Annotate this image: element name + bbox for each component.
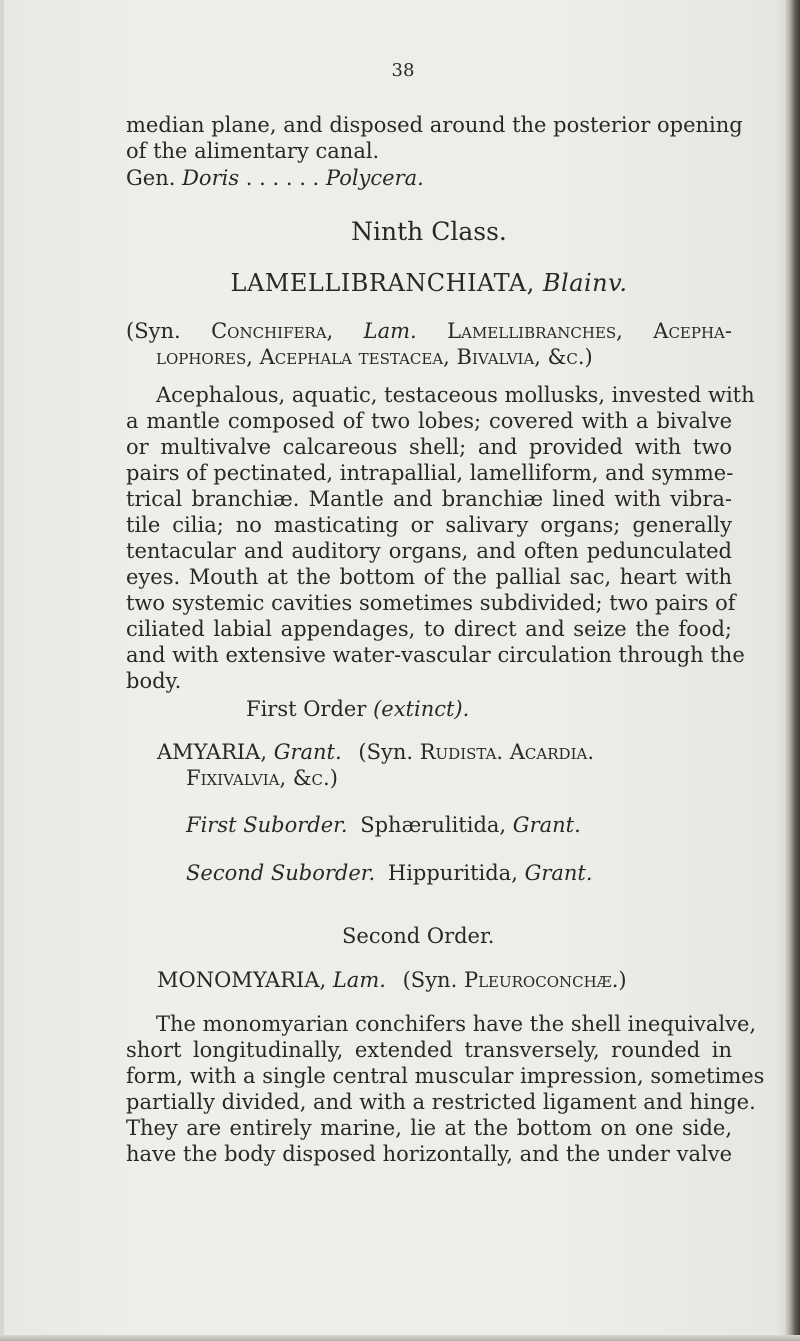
genera-prefix: Gen. xyxy=(126,166,176,190)
suborder-2 xyxy=(186,860,706,886)
first-order-syn-open: (Syn. xyxy=(358,740,414,764)
genus-doris: Doris xyxy=(182,166,240,190)
first-order-name-line xyxy=(157,739,732,765)
second-order-syn-term: Pleuroconchæ.) xyxy=(463,968,627,992)
syn-open: (Syn. xyxy=(126,319,181,343)
suborder-1-authority: Grant. xyxy=(512,813,581,837)
class-desc-line-8: eyes. Mouth at the bottom of the pallial sac, heart with xyxy=(126,565,732,589)
second-order-name-line xyxy=(157,967,732,993)
order-desc-line-6: have the body disposed horizontally, and the under valve xyxy=(126,1142,732,1166)
first-order-heading xyxy=(246,696,646,722)
suborder-1-label: First Suborder. xyxy=(186,813,348,837)
class-desc-line-5: trical branchiæ. Mantle and branchiæ lined with vibra- xyxy=(126,487,732,511)
suborder-1 xyxy=(186,812,706,838)
class-name-line xyxy=(126,270,732,296)
suborder-1-name: Sphærulitida, xyxy=(360,813,507,837)
class-desc-line-11: and with extensive water-vascular circulation through the xyxy=(126,643,745,667)
suborder-2-label: Second Suborder. xyxy=(186,861,376,885)
first-order-label: First Order xyxy=(246,697,367,721)
suborder-2-name: Hippuritida, xyxy=(387,861,518,885)
second-order-name: MONOMYARIA, xyxy=(157,968,327,992)
class-desc-line-2: a mantle composed of two lobes; covered with a bivalve xyxy=(126,409,732,433)
page-left-edge xyxy=(0,0,4,1341)
class-authority: Blainv. xyxy=(542,269,628,297)
class-name: LAMELLIBRANCHIATA, xyxy=(230,269,535,297)
class-desc-line-10: ciliated labial appendages, to direct and seize the food; xyxy=(126,617,732,641)
first-order-syn-terms: Rudista. Acardia. xyxy=(419,740,594,764)
class-desc-line-6: tile cilia; no masticating or salivary organs; generally xyxy=(126,513,732,537)
second-order-syn-open: (Syn. xyxy=(402,968,458,992)
class-desc-line-12: body. xyxy=(126,669,182,693)
intro-line-1: median plane, and disposed around the posterior opening xyxy=(126,113,743,137)
second-order-heading: Second Order. xyxy=(342,924,495,948)
page-bottom-edge xyxy=(0,1335,800,1341)
class-heading: Ninth Class. xyxy=(351,217,507,246)
page-binding-shadow xyxy=(784,0,800,1341)
syn-lamellibranches: Lamellibranches, Acepha- xyxy=(447,319,732,343)
genera-dots: . . . . . . xyxy=(245,166,320,190)
class-synonyms-line-1 xyxy=(126,318,732,344)
suborder-2-authority: Grant. xyxy=(524,861,593,885)
order-desc-line-5: They are entirely marine, lie at the bottom on one side, xyxy=(126,1116,732,1140)
order-desc-line-4: partially divided, and with a restricted ligament and hinge. xyxy=(126,1090,756,1114)
order-desc-line-3: form, with a single central muscular impression, sometimes xyxy=(126,1064,765,1088)
syn-author: Lam. xyxy=(363,319,417,343)
page-number: 38 xyxy=(391,60,415,81)
class-desc-line-3: or multivalve calcareous shell; and provided with two xyxy=(126,435,732,459)
genera-line xyxy=(126,165,732,191)
first-order-authority: Grant. xyxy=(273,740,342,764)
order-desc-line-1: The monomyarian conchifers have the shell inequivalve, xyxy=(156,1012,757,1036)
first-order-syn-line-2: Fixivalvia, &c.) xyxy=(186,766,338,790)
first-order-name: AMYARIA, xyxy=(157,740,268,764)
first-order-note: (extinct). xyxy=(373,697,470,721)
class-desc-line-4: pairs of pectinated, intrapallial, lamelliform, and symme- xyxy=(126,461,734,485)
intro-line-2: of the alimentary canal. xyxy=(126,139,380,163)
genus-polycera: Polycera. xyxy=(325,166,424,190)
class-synonyms-line-2: lophores, Acephala testacea, Bivalvia, &c.) xyxy=(156,345,593,369)
class-desc-line-9: two systemic cavities sometimes subdivided; two pairs of xyxy=(126,591,736,615)
syn-conchifera: Conchifera, xyxy=(211,319,334,343)
class-desc-line-7: tentacular and auditory organs, and often pedunculated xyxy=(126,539,732,563)
order-desc-line-2: short longitudinally, extended transversely, rounded in xyxy=(126,1038,732,1062)
class-desc-line-1: Acephalous, aquatic, testaceous mollusks, invested with xyxy=(156,383,755,407)
second-order-authority: Lam. xyxy=(332,968,386,992)
